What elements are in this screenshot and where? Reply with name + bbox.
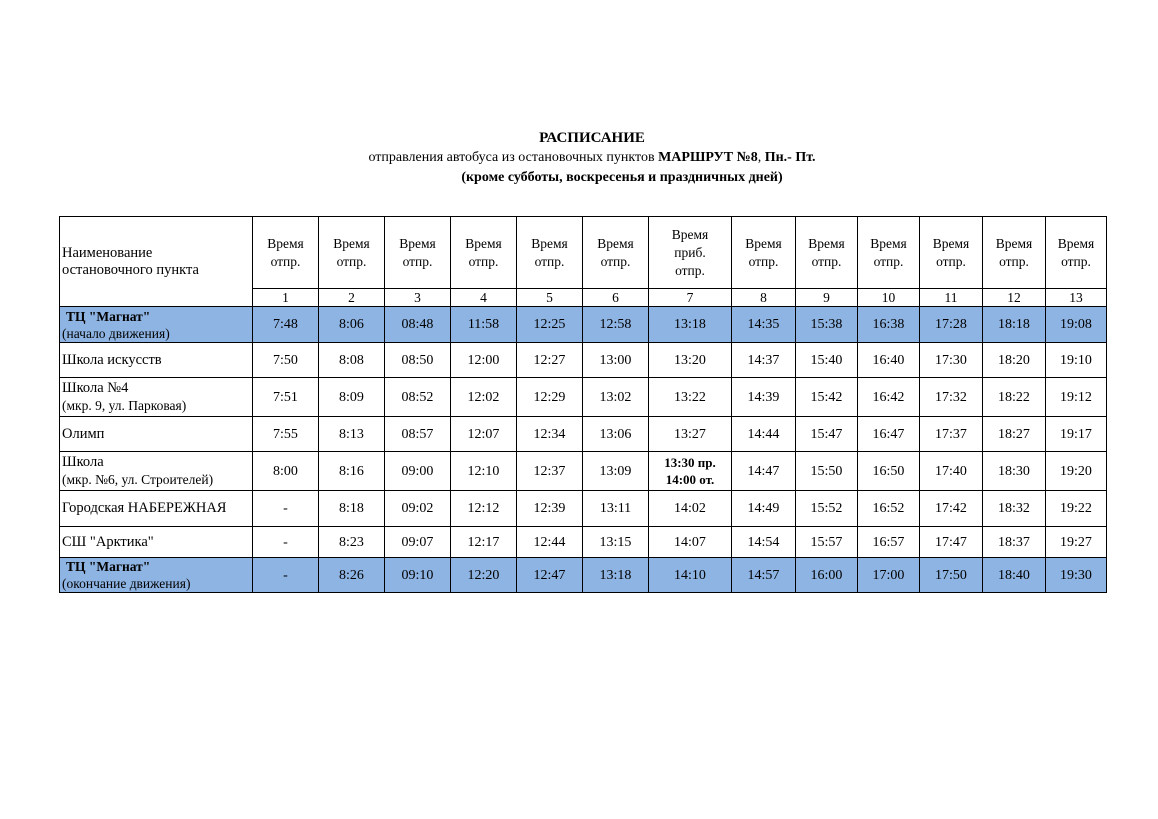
time-cell: 09:07 [385,527,451,558]
column-header-10 [858,217,920,289]
time-cell: 08:52 [385,378,451,417]
schedule-note: (кроме субботы, воскресенья и праздничных дней) [461,170,783,185]
schedule-title: РАСПИСАНИЕ [539,130,645,146]
stop-name [60,343,253,378]
time-cell: 12:12 [451,491,517,527]
time-cell: 12:34 [517,417,583,452]
table-row [60,417,1107,452]
time-cell: 12:07 [451,417,517,452]
time-cell: 13:22 [649,378,732,417]
time-cell: 13:00 [583,343,649,378]
stop-name [60,491,253,527]
stop-name [60,378,253,417]
column-header-text: Время [267,235,304,251]
table-row [60,307,1107,343]
time-cell-part: 14:00 от. [665,472,715,487]
column-header-text: Время [531,235,568,251]
column-header-text: Время [932,235,970,251]
time-cell: 12:20 [451,558,517,593]
time-cell: 8:13 [319,417,385,452]
time-cell: 17:47 [920,527,983,558]
time-cell: 16:42 [858,378,920,417]
column-header-text: отпр. [999,253,1029,269]
column-header-11 [920,217,983,289]
column-header-text: отпр. [748,253,779,269]
time-cell: 15:42 [796,378,858,417]
subtitle-days: Пн.- Пт. [764,150,816,165]
column-number-4: 4 [451,289,517,307]
table-row [60,558,1107,593]
time-cell: 13:27 [649,417,732,452]
stop-name-line1: Школа [62,454,104,470]
column-header-3 [385,217,451,289]
stop-name-line1: Школа №4 [62,380,129,396]
time-cell: 13:09 [583,452,649,491]
time-cell: 13:18 [583,558,649,593]
column-header-text: Время [1057,235,1095,251]
time-cell: 14:39 [732,378,796,417]
time-cell: - [253,527,319,558]
time-cell: 16:57 [858,527,920,558]
column-header-text: Время [745,235,782,251]
stop-name [60,527,253,558]
time-cell: - [253,558,319,593]
column-header-text: Время [995,235,1033,251]
time-cell: 19:30 [1046,558,1107,593]
column-header-text: Время [399,235,436,251]
stop-name-line1: Городская НАБЕРЕЖНАЯ [62,500,227,516]
time-cell: 7:51 [253,378,319,417]
time-cell: 17:50 [920,558,983,593]
time-cell: 8:00 [253,452,319,491]
stop-name [60,558,253,593]
time-cell: - [253,491,319,527]
stop-name-line1: Школа искусств [62,351,162,368]
time-cell: 12:29 [517,378,583,417]
column-header-text: Время [870,235,907,251]
column-number-10: 10 [858,289,920,307]
column-header-9 [796,217,858,289]
column-header-text: отпр. [936,253,966,269]
column-number-12: 12 [983,289,1046,307]
time-cell: 8:09 [319,378,385,417]
time-cell: 13:15 [583,527,649,558]
column-header-text: отпр. [1061,253,1091,269]
column-header-text: Время [597,235,634,251]
column-header-5 [517,217,583,289]
table-header-row [60,217,1107,289]
time-cell-part: 13:30 пр. [664,455,716,470]
column-number-13: 13 [1046,289,1107,307]
time-cell: 14:44 [732,417,796,452]
stop-name-line1: СШ "Арктика" [62,533,154,550]
time-cell: 13:20 [649,343,732,378]
time-cell: 12:47 [517,558,583,593]
time-cell: 14:57 [732,558,796,593]
column-header-8 [732,217,796,289]
time-cell: 8:06 [319,307,385,343]
time-cell: 19:20 [1046,452,1107,491]
schedule-heading [0,128,1158,188]
time-cell: 12:44 [517,527,583,558]
time-cell: 14:54 [732,527,796,558]
column-header-6 [583,217,649,289]
column-number-2: 2 [319,289,385,307]
time-cell: 8:23 [319,527,385,558]
stop-name-line1: Олимп [62,425,105,442]
time-cell: 11:58 [451,307,517,343]
time-cell: 18:37 [983,527,1046,558]
time-cell: 17:37 [920,417,983,452]
subtitle-route: МАРШРУТ №8 [658,150,758,165]
column-number-8: 8 [732,289,796,307]
time-cell: 18:40 [983,558,1046,593]
column-header-text: отпр. [402,253,433,269]
stop-name-header [60,217,253,307]
time-cell: 17:32 [920,378,983,417]
time-cell: 18:22 [983,378,1046,417]
time-cell: 15:57 [796,527,858,558]
time-cell: 13:02 [583,378,649,417]
time-cell: 19:08 [1046,307,1107,343]
time-cell: 17:42 [920,491,983,527]
time-cell: 19:10 [1046,343,1107,378]
time-cell: 08:57 [385,417,451,452]
time-cell: 16:52 [858,491,920,527]
time-cell: 18:32 [983,491,1046,527]
column-header-4 [451,217,517,289]
time-cell: 12:17 [451,527,517,558]
time-cell: 16:47 [858,417,920,452]
stop-name [60,307,253,343]
column-number-11: 11 [920,289,983,307]
time-cell: 14:47 [732,452,796,491]
time-cell: 19:22 [1046,491,1107,527]
stop-name-line2: (мкр. №6, ул. Строителей) [62,472,214,487]
time-cell: 12:27 [517,343,583,378]
time-cell: 13:11 [583,491,649,527]
stop-name-line1: ТЦ "Магнат" [66,308,151,324]
column-number-9: 9 [796,289,858,307]
stop-name [60,452,253,491]
time-cell: 15:52 [796,491,858,527]
column-header-text: Время [808,235,845,251]
column-number-1: 1 [253,289,319,307]
time-cell: 17:40 [920,452,983,491]
time-cell: 18:18 [983,307,1046,343]
time-cell: 08:50 [385,343,451,378]
table-row [60,452,1107,491]
column-header-text: отпр. [675,262,705,278]
time-cell: 17:30 [920,343,983,378]
column-number-6: 6 [583,289,649,307]
schedule-table [59,216,1107,593]
time-cell: 19:12 [1046,378,1107,417]
time-cell: 18:30 [983,452,1046,491]
time-cell: 19:27 [1046,527,1107,558]
time-cell: 16:00 [796,558,858,593]
time-cell: 14:10 [649,558,732,593]
column-header-text: Время [465,235,502,251]
time-cell: 14:02 [649,491,732,527]
stop-name [60,417,253,452]
column-header-text: отпр. [811,253,842,269]
table-row [60,527,1107,558]
column-header-1 [253,217,319,289]
time-cell: 14:07 [649,527,732,558]
stop-name-line2: (начало движения) [62,325,170,341]
time-cell: 17:00 [858,558,920,593]
time-cell: 7:55 [253,417,319,452]
time-cell: 16:38 [858,307,920,343]
table-row [60,343,1107,378]
time-cell: 12:02 [451,378,517,417]
time-cell: 18:27 [983,417,1046,452]
column-header-text: отпр. [468,253,499,269]
time-cell: 12:37 [517,452,583,491]
time-cell: 8:26 [319,558,385,593]
time-cell: 14:35 [732,307,796,343]
time-cell: 09:10 [385,558,451,593]
time-cell: 17:28 [920,307,983,343]
column-header-text: отпр. [873,253,904,269]
table-row [60,378,1107,417]
time-cell: 16:40 [858,343,920,378]
column-header-text: приб. [674,244,706,260]
column-header-text: Время [333,235,370,251]
stop-name-header-line2: остановочного пункта [62,261,199,278]
stop-name-header-line1: Наименование [62,244,153,261]
time-cell [649,452,732,491]
time-cell: 8:16 [319,452,385,491]
column-header-text: отпр. [336,253,367,269]
time-cell: 15:38 [796,307,858,343]
time-cell: 09:00 [385,452,451,491]
time-cell: 8:08 [319,343,385,378]
column-number-5: 5 [517,289,583,307]
subtitle-prefix: отправления автобуса из остановочных пунктов [368,150,655,165]
time-cell: 8:18 [319,491,385,527]
stop-name-line2: (мкр. 9, ул. Парковая) [62,398,187,413]
table-row [60,491,1107,527]
time-cell: 14:37 [732,343,796,378]
column-number-3: 3 [385,289,451,307]
time-cell: 12:58 [583,307,649,343]
time-cell: 16:50 [858,452,920,491]
time-cell: 7:48 [253,307,319,343]
column-header-text: отпр. [534,253,565,269]
time-cell: 12:10 [451,452,517,491]
time-cell: 7:50 [253,343,319,378]
column-header-7 [649,217,732,289]
schedule-subtitle [26,148,1158,168]
time-cell: 15:40 [796,343,858,378]
time-cell: 15:50 [796,452,858,491]
column-header-text: отпр. [270,253,301,269]
stop-name-line1: ТЦ "Магнат" [66,559,151,574]
column-header-text: отпр. [600,253,631,269]
time-cell: 08:48 [385,307,451,343]
time-cell: 19:17 [1046,417,1107,452]
time-cell: 13:18 [649,307,732,343]
stop-name-line2: (окончание движения) [62,576,191,591]
time-cell: 13:06 [583,417,649,452]
column-header-12 [983,217,1046,289]
time-cell: 12:39 [517,491,583,527]
time-cell: 14:49 [732,491,796,527]
time-cell: 12:25 [517,307,583,343]
time-cell: 18:20 [983,343,1046,378]
column-number-7: 7 [649,289,732,307]
subtitle-sep: , [757,150,762,165]
time-cell: 15:47 [796,417,858,452]
time-cell: 09:02 [385,491,451,527]
column-header-text: Время [671,226,709,242]
time-cell: 12:00 [451,343,517,378]
column-header-13 [1046,217,1107,289]
column-header-2 [319,217,385,289]
